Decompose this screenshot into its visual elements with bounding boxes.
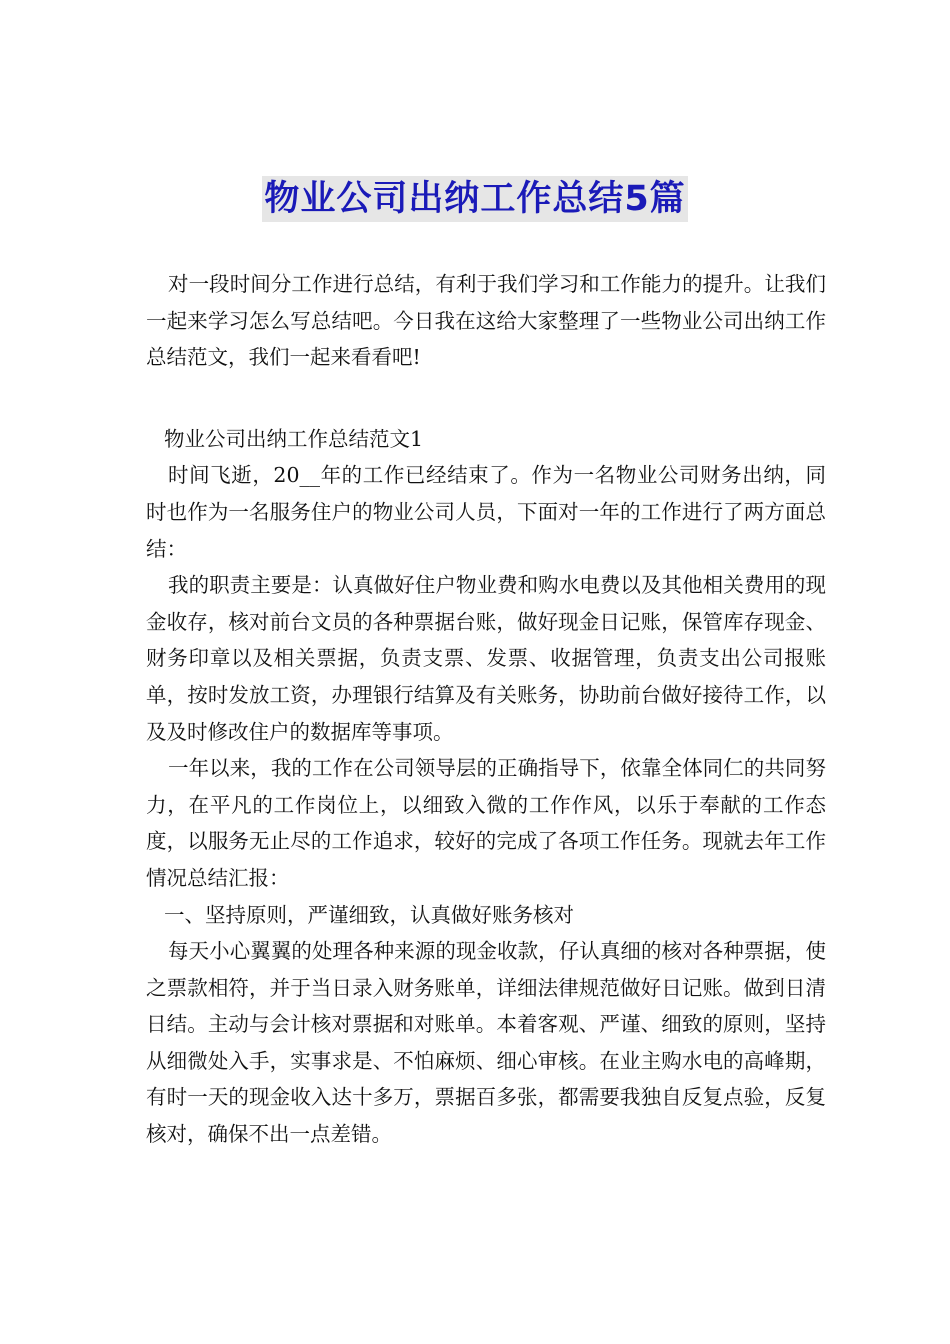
- body-paragraph-4: 每天小心翼翼的处理各种来源的现金收款，仔认真细的核对各种票据，使之票款相符，并于当日录入财务账单，详细法律规范做好日记账。做到日清日结。主动与会计核对票据和对账单。本着客观、严谨、细致的原则，坚持从细微处入手，实事求是、不怕麻烦、细心审核。在业主购水电的高峰期，有时一天的现金收入达十多万，票据百多张，都需要我独自反复点验，反复核对，确保不出一点差错。: [146, 939, 826, 1147]
- intro-paragraph: 对一段时间分工作进行总结，有利于我们学习和工作能力的提升。让我们一起来学习怎么写总结吧。今日我在这给大家整理了一些物业公司出纳工作总结范文，我们一起来看看吧!: [146, 272, 826, 370]
- document-body: [146, 266, 826, 1153]
- body-paragraph-2: 我的职责主要是：认真做好住户物业费和购水电费以及其他相关费用的现金收存，核对前台文员的各种票据台账，做好现金日记账，保管库存现金、财务印章以及相关票据，负责支票、发票、收据管理，负责支出公司报账单，按时发放工资，办理银行结算及有关账务，协助前台做好接待工作，以及及时修改住户的数据库等事项。: [146, 573, 826, 744]
- subheading: 一、坚持原则，严谨细致，认真做好账务核对: [164, 902, 574, 927]
- title-container: [0, 176, 950, 222]
- section-title: 物业公司出纳工作总结范文1: [164, 426, 424, 451]
- paragraph-gap: [146, 376, 826, 421]
- body-paragraph-3: 一年以来，我的工作在公司领导层的正确指导下，依靠全体同仁的共同努力，在平凡的工作岗位上，以细致入微的工作作风，以乐于奉献的工作态度，以服务无止尽的工作追求，较好的完成了各项工作任务。现就去年工作情况总结汇报：: [146, 756, 826, 890]
- document-title: 物业公司出纳工作总结5篇: [262, 176, 687, 222]
- body-paragraph-1: 时间飞逝，20__年的工作已经结束了。作为一名物业公司财务出纳，同时也作为一名服务住户的物业公司人员，下面对一年的工作进行了两方面总结：: [146, 463, 826, 561]
